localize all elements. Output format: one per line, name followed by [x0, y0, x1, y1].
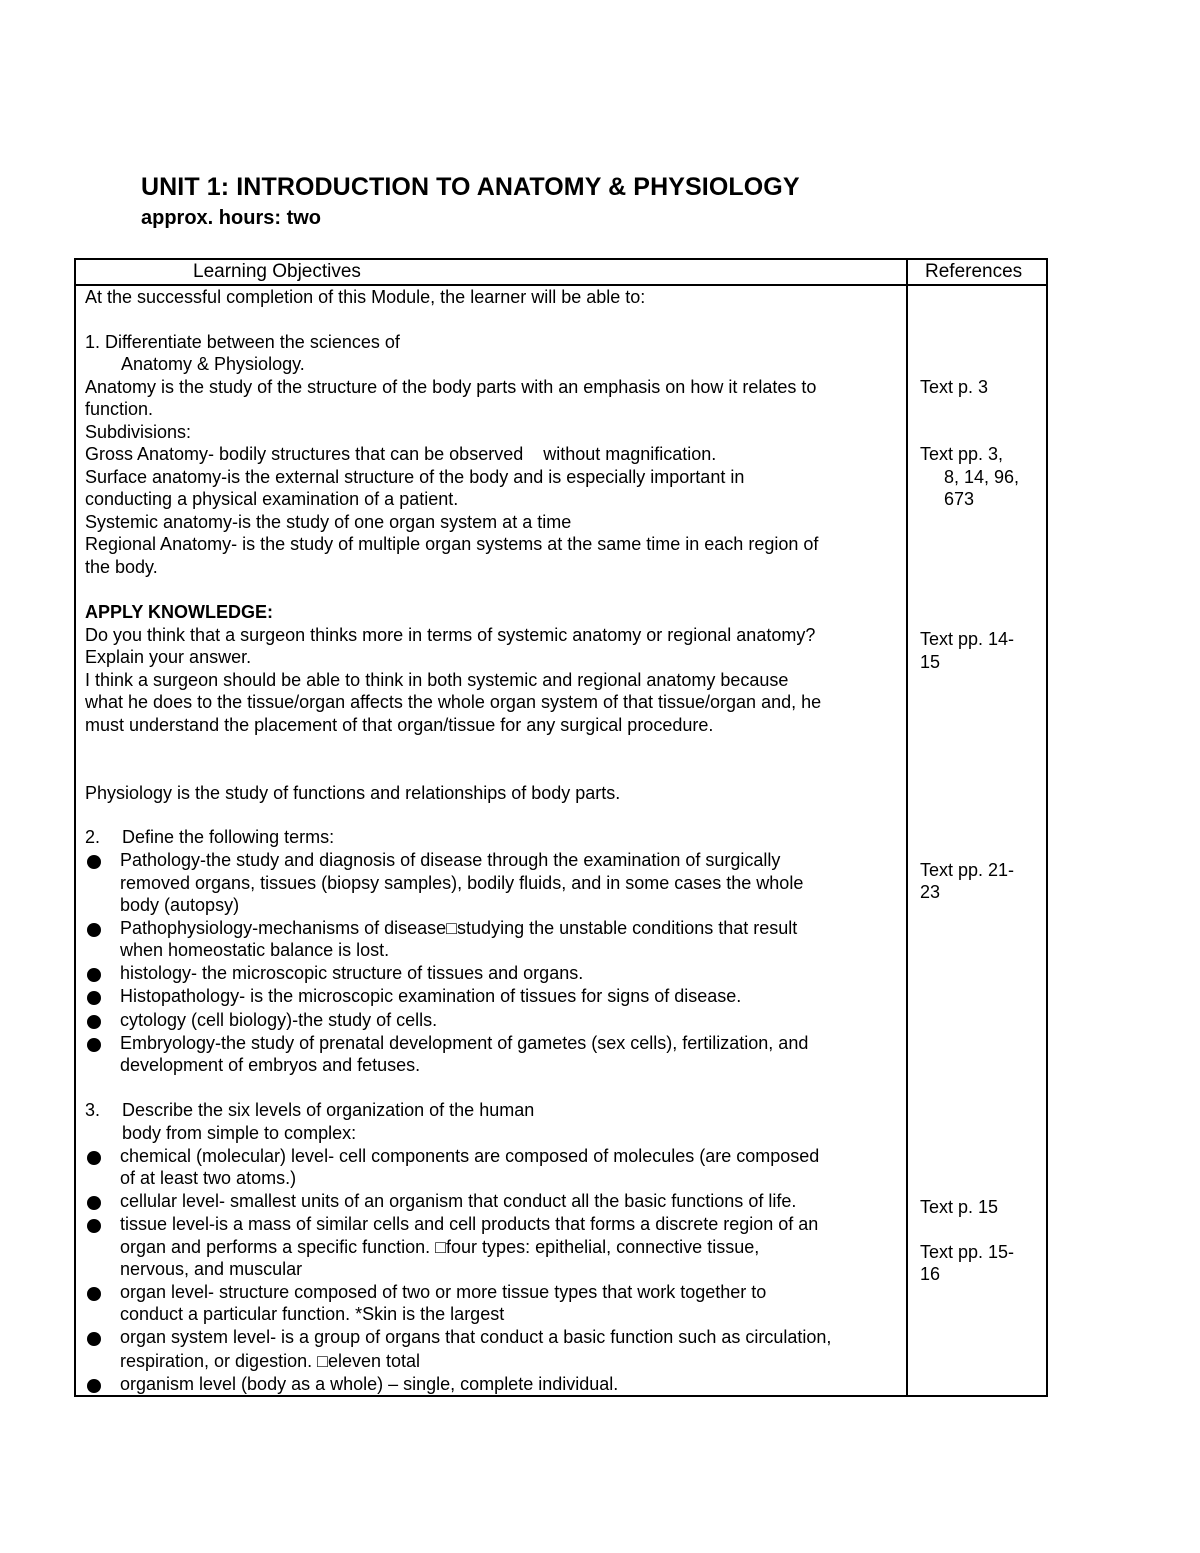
unit-title: UNIT 1: INTRODUCTION TO ANATOMY & PHYSIOLOGY	[141, 173, 800, 201]
reference-text-pp15-cont: 16	[920, 1264, 941, 1284]
apply-knowledge-heading: APPLY KNOWLEDGE:	[85, 602, 274, 622]
reference-text-p15: Text p. 15	[920, 1197, 999, 1217]
bullet-icon	[87, 1151, 101, 1165]
header-learning-objectives: Learning Objectives	[193, 261, 361, 282]
header-references: References	[925, 261, 1023, 282]
anatomy-definition: Anatomy is the study of the structure of the body parts with an emphasis on how it relates to	[85, 377, 817, 397]
level-chemical: chemical (molecular) level- cell components are composed of molecules (are composed	[120, 1146, 820, 1166]
term-pathology-cont: body (autopsy)	[120, 895, 240, 915]
apply-answer-3: must understand the placement of that organ/tissue for any surgical procedure.	[85, 715, 714, 735]
objective-3-number: 3.	[85, 1100, 101, 1120]
level-tissue: tissue level-is a mass of similar cells and cell products that forms a discrete region of an	[120, 1214, 819, 1234]
objective-1: 1. Differentiate between the sciences of	[85, 332, 400, 352]
regional-anatomy-cont: the body.	[85, 557, 158, 577]
term-pathophysiology-cont: when homeostatic balance is lost.	[120, 940, 390, 960]
reference-text-pp14-cont: 15	[920, 652, 941, 672]
reference-text-pp21-cont: 23	[920, 882, 941, 902]
subdivisions-label: Subdivisions:	[85, 422, 192, 442]
systemic-anatomy: Systemic anatomy-is the study of one organ system at a time	[85, 512, 572, 532]
objective-2-number: 2.	[85, 827, 101, 847]
term-pathophysiology: Pathophysiology-mechanisms of disease□studying the unstable conditions that result	[120, 918, 798, 938]
bullet-icon	[87, 968, 101, 982]
level-organ-cont: conduct a particular function. *Skin is the largest	[120, 1304, 505, 1324]
reference-text-pp3: Text pp. 3,	[920, 444, 1004, 464]
level-organ-system-cont: respiration, or digestion. □eleven total	[120, 1351, 421, 1371]
bullet-icon	[87, 1287, 101, 1301]
apply-answer-2: what he does to the tissue/organ affects the whole organ system of that tissue/organ and, he	[85, 692, 822, 712]
reference-text-pp3-cont: 8, 14, 96,	[944, 467, 1020, 487]
surface-anatomy: Surface anatomy-is the external structure of the body and is especially important in	[85, 467, 745, 487]
gross-anatomy: Gross Anatomy- bodily structures that can be observed without magnification.	[85, 444, 717, 464]
level-tissue-cont: nervous, and muscular	[120, 1259, 303, 1279]
apply-answer-1: I think a surgeon should be able to think in both systemic and regional anatomy because	[85, 670, 789, 690]
level-cellular: cellular level- smallest units of an organism that conduct all the basic functions of life.	[120, 1191, 797, 1211]
term-pathology-cont: removed organs, tissues (biopsy samples), bodily fluids, and in some cases the whole	[120, 873, 804, 893]
bullet-icon	[87, 1196, 101, 1210]
objective-1-cont: Anatomy & Physiology.	[121, 354, 305, 374]
reference-text-pp14: Text pp. 14-	[920, 629, 1015, 649]
term-histology: histology- the microscopic structure of tissues and organs.	[120, 963, 584, 983]
bullet-icon	[87, 1332, 101, 1346]
table-column-divider	[906, 258, 908, 1397]
bullet-icon	[87, 1015, 101, 1029]
apply-question: Do you think that a surgeon thinks more in terms of systemic anatomy or regional anatomy?	[85, 625, 816, 645]
level-chemical-cont: of at least two atoms.)	[120, 1168, 297, 1188]
bullet-icon	[87, 1038, 101, 1052]
reference-text-pp21: Text pp. 21-	[920, 860, 1015, 880]
reference-text-p3: Text p. 3	[920, 377, 989, 397]
bullet-icon	[87, 923, 101, 937]
physiology-definition: Physiology is the study of functions and relationships of body parts.	[85, 783, 621, 803]
term-embryology-cont: development of embryos and fetuses.	[120, 1055, 421, 1075]
term-cytology: cytology (cell biology)-the study of cells.	[120, 1010, 438, 1030]
bullet-icon	[87, 991, 101, 1005]
apply-question-cont: Explain your answer.	[85, 647, 252, 667]
term-histopathology: Histopathology- is the microscopic examination of tissues for signs of disease.	[120, 986, 742, 1006]
term-embryology: Embryology-the study of prenatal development of gametes (sex cells), fertilization, and	[120, 1033, 809, 1053]
term-pathology: Pathology-the study and diagnosis of disease through the examination of surgically	[120, 850, 781, 870]
surface-anatomy-cont: conducting a physical examination of a patient.	[85, 489, 459, 509]
bullet-icon	[87, 1379, 101, 1393]
bullet-icon	[87, 1219, 101, 1233]
level-organ: organ level- structure composed of two or more tissue types that work together to	[120, 1282, 767, 1302]
unit-hours: approx. hours: two	[141, 207, 321, 229]
reference-text-pp3-cont: 673	[944, 489, 975, 509]
objective-3-cont: body from simple to complex:	[122, 1123, 357, 1143]
regional-anatomy: Regional Anatomy- is the study of multiple organ systems at the same time in each region of	[85, 534, 819, 554]
intro-text: At the successful completion of this Module, the learner will be able to:	[85, 287, 646, 307]
level-tissue-cont: organ and performs a specific function. □four types: epithelial, connective tissue,	[120, 1237, 760, 1257]
anatomy-definition-cont: function.	[85, 399, 154, 419]
bullet-icon	[87, 855, 101, 869]
level-organ-system: organ system level- is a group of organs that conduct a basic function such as circulation,	[120, 1327, 832, 1347]
reference-text-pp15: Text pp. 15-	[920, 1242, 1015, 1262]
objective-2: Define the following terms:	[122, 827, 335, 847]
level-organism: organism level (body as a whole) – single, complete individual.	[120, 1374, 619, 1394]
objective-3: Describe the six levels of organization of the human	[122, 1100, 535, 1120]
